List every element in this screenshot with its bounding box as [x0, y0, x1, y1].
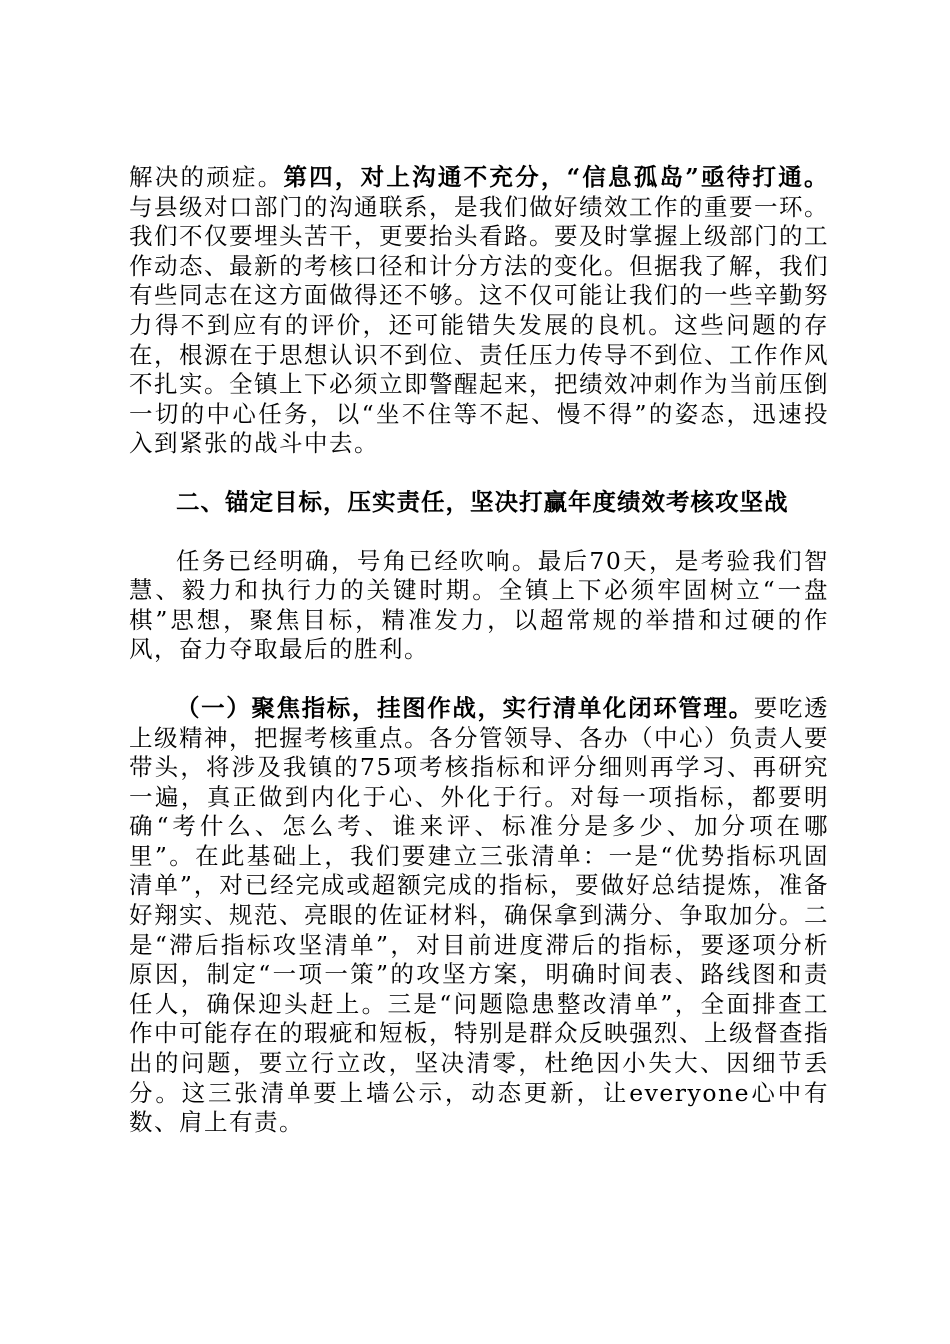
bold-point-four: 第四，对上沟通不充分，“信息孤岛”亟待打通。 — [283, 163, 829, 191]
paragraph-lead-text: 解决的顽症。 — [129, 163, 284, 191]
paragraph-body-text: 与县级对口部门的沟通联系，是我们做好绩效工作的重要一环。我们不仅要埋头苦干，更要抬头看路。要及时掌握上级部门的工作动态、最新的考核口径和计分方法的变化。但据我了解，我们有些同志在这方面做得还不够。这不仅可能让我们的一些辛勤努力得不到应有的评价，还可能错失发展的良机。这些问题的存在，根源在于思想认识不到位、责任压力传导不到位、工作作风不扎实。全镇上下必须立即警醒起来，把绩效冲刺作为当前压倒一切的中心任务，以“坐不住等不起、慢不得”的姿态，迅速投入到紧张的战斗中去。 — [129, 192, 829, 458]
paragraph-problem-four — [129, 163, 829, 459]
paragraph-mission: 任务已经明确，号角已经吹响。最后70天，是考验我们智慧、毅力和执行力的关键时期。全镇上下必须牢固树立“一盘棋”思想，聚焦目标，精准发力，以超常规的举措和过硬的作风，奋力夺取最后的胜利。 — [129, 546, 829, 664]
bold-item-one-title: （一）聚焦指标，挂图作战，实行清单化闭环管理。 — [176, 693, 754, 722]
paragraph-body-text: 要吃透上级精神，把握考核重点。各分管领导、各办（中心）负责人要带头，将涉及我镇的75项考核指标和评分细则再学习、再研究一遍，真正做到内化于心、外化于行。对每一项指标，都要明确“考什么、怎么考、谁来评、标准分是多少、加分项在哪里”。在此基础上，我们要建立三张清单：一是“优势指标巩固清单”，对已经完成或超额完成的指标，要做好总结提炼，准备好翔实、规范、亮眼的佐证材料，确保拿到满分、争取加分。二是“滞后指标攻坚清单”，对目前进度滞后的指标，要逐项分析原因，制定“一项一策”的攻坚方案，明确时间表、路线图和责任人，确保迎头赶上。三是“问题隐患整改清单”，全面排查工作中可能存在的瑕疵和短板，特别是群众反映强烈、上级督查指出的问题，要立行立改，坚决清零，杜绝因小失大、因细节丢分。这三张清单要上墙公示，动态更新，让everyone心中有数、肩上有责。 — [129, 693, 830, 1137]
section-heading-two: 二、锚定目标，压实责任，坚决打赢年度绩效考核攻坚战 — [176, 487, 789, 516]
paragraph-item-one — [129, 694, 829, 1138]
document-page — [129, 163, 829, 1138]
